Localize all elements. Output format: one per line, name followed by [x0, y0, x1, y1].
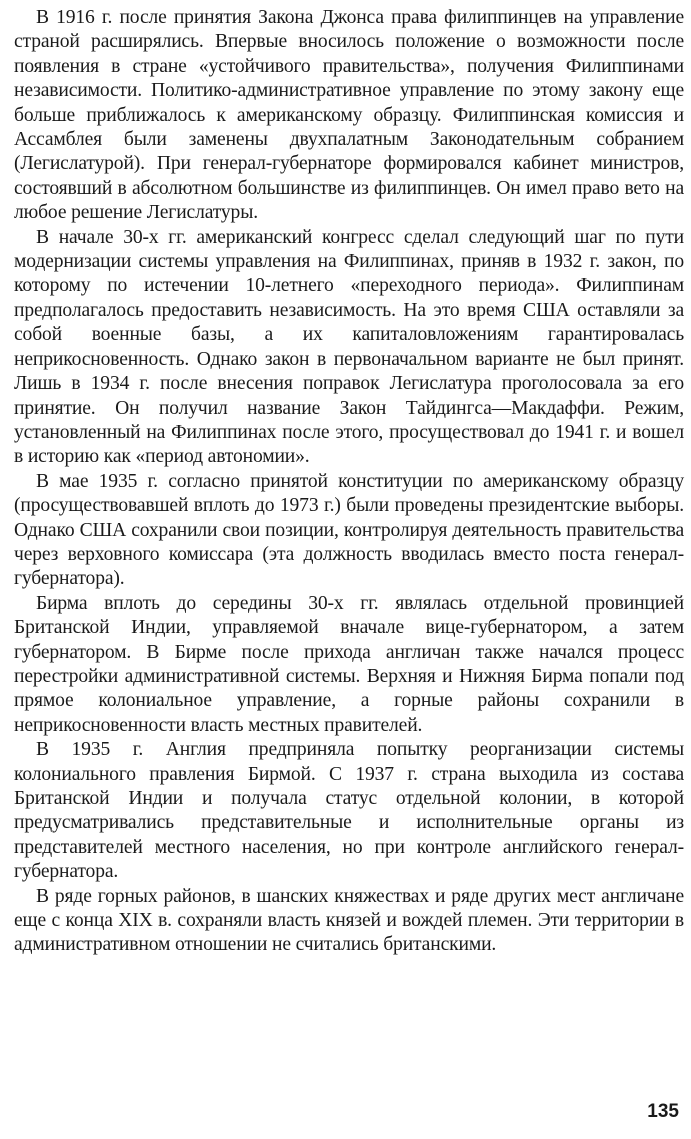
paragraph-elections-1935: В мае 1935 г. согласно принятой конституции по американскому образцу (просуществовавшей вплоть до 1973 г.) были проведены президентские выборы. Однако США сохранили свои позиции, контролируя деятельность правительства через верховного комиссара (эта должность вводилась вместо поста генерал-губернатора). [14, 470, 684, 590]
paragraph-jones-law: В 1916 г. после принятия Закона Джонса права филиппинцев на управление страной расширялись. Впервые вносилось положение о возможности после появления в стране «устойчивого правительства», получения Филиппинами независимости. Политико-административное управление по этому закону еще больше приближалось к американскому образцу. Филиппинская комиссия и Ассамблея были заменены двухпалатным Законодательным собранием (Легислатурой). При генерал-губернаторе формировался кабинет министров, состоявший в абсолютном большинстве из филиппинцев. Он имел право вето на любое решение Легислатуры. [14, 7, 684, 224]
paragraph-mountain-regions: В ряде горных районов, в шанских княжествах и ряде других мест англичане еще с конца XIX в. сохраняли власть князей и вождей племен. Эти территории в административном отношении не считались британскими. [14, 885, 684, 956]
page-body [14, 6, 684, 958]
paragraph-burma-province: Бирма вплоть до середины 30-х гг. являлась отдельной провинцией Британской Индии, управляемой вначале вице-губернатором, а затем губернатором. В Бирме после прихода англичан также начался процесс перестройки административной системы. Верхняя и Нижняя Бирма попали под прямое колониальное управление, а горные районы сохранили в неприкосновенности власть местных правителей. [14, 592, 684, 736]
paragraph-burma-reorganization: В 1935 г. Англия предприняла попытку реорганизации системы колониального правления Бирмой. С 1937 г. страна выходила из состава Британской Индии и получала статус отдельной колонии, в которой предусматривались представительные и исполнительные органы из представителей местного населения, но при контроле английского генерал-губернатора. [14, 739, 684, 883]
paragraph-congress-1932: В начале 30-х гг. американский конгресс сделал следующий шаг по пути модернизации системы управления на Филиппинах, приняв в 1932 г. закон, по которому по истечении 10-летнего «переходного периода». Филиппинам предполагалось предоставить независимость. На это время США оставляли за собой военные базы, а их капиталовложениям гарантировалась неприкосновенность. Однако закон в первоначальном варианте не был принят. Лишь в 1934 г. после внесения поправок Легислатура проголосовала за его принятие. Он получил название Закон Тайдингса—Макдаффи. Режим, установленный на Филиппинах после этого, просуществовал до 1941 г. и вошел в историю как «период автономии». [14, 226, 684, 468]
page-number: 135 [647, 1101, 679, 1122]
